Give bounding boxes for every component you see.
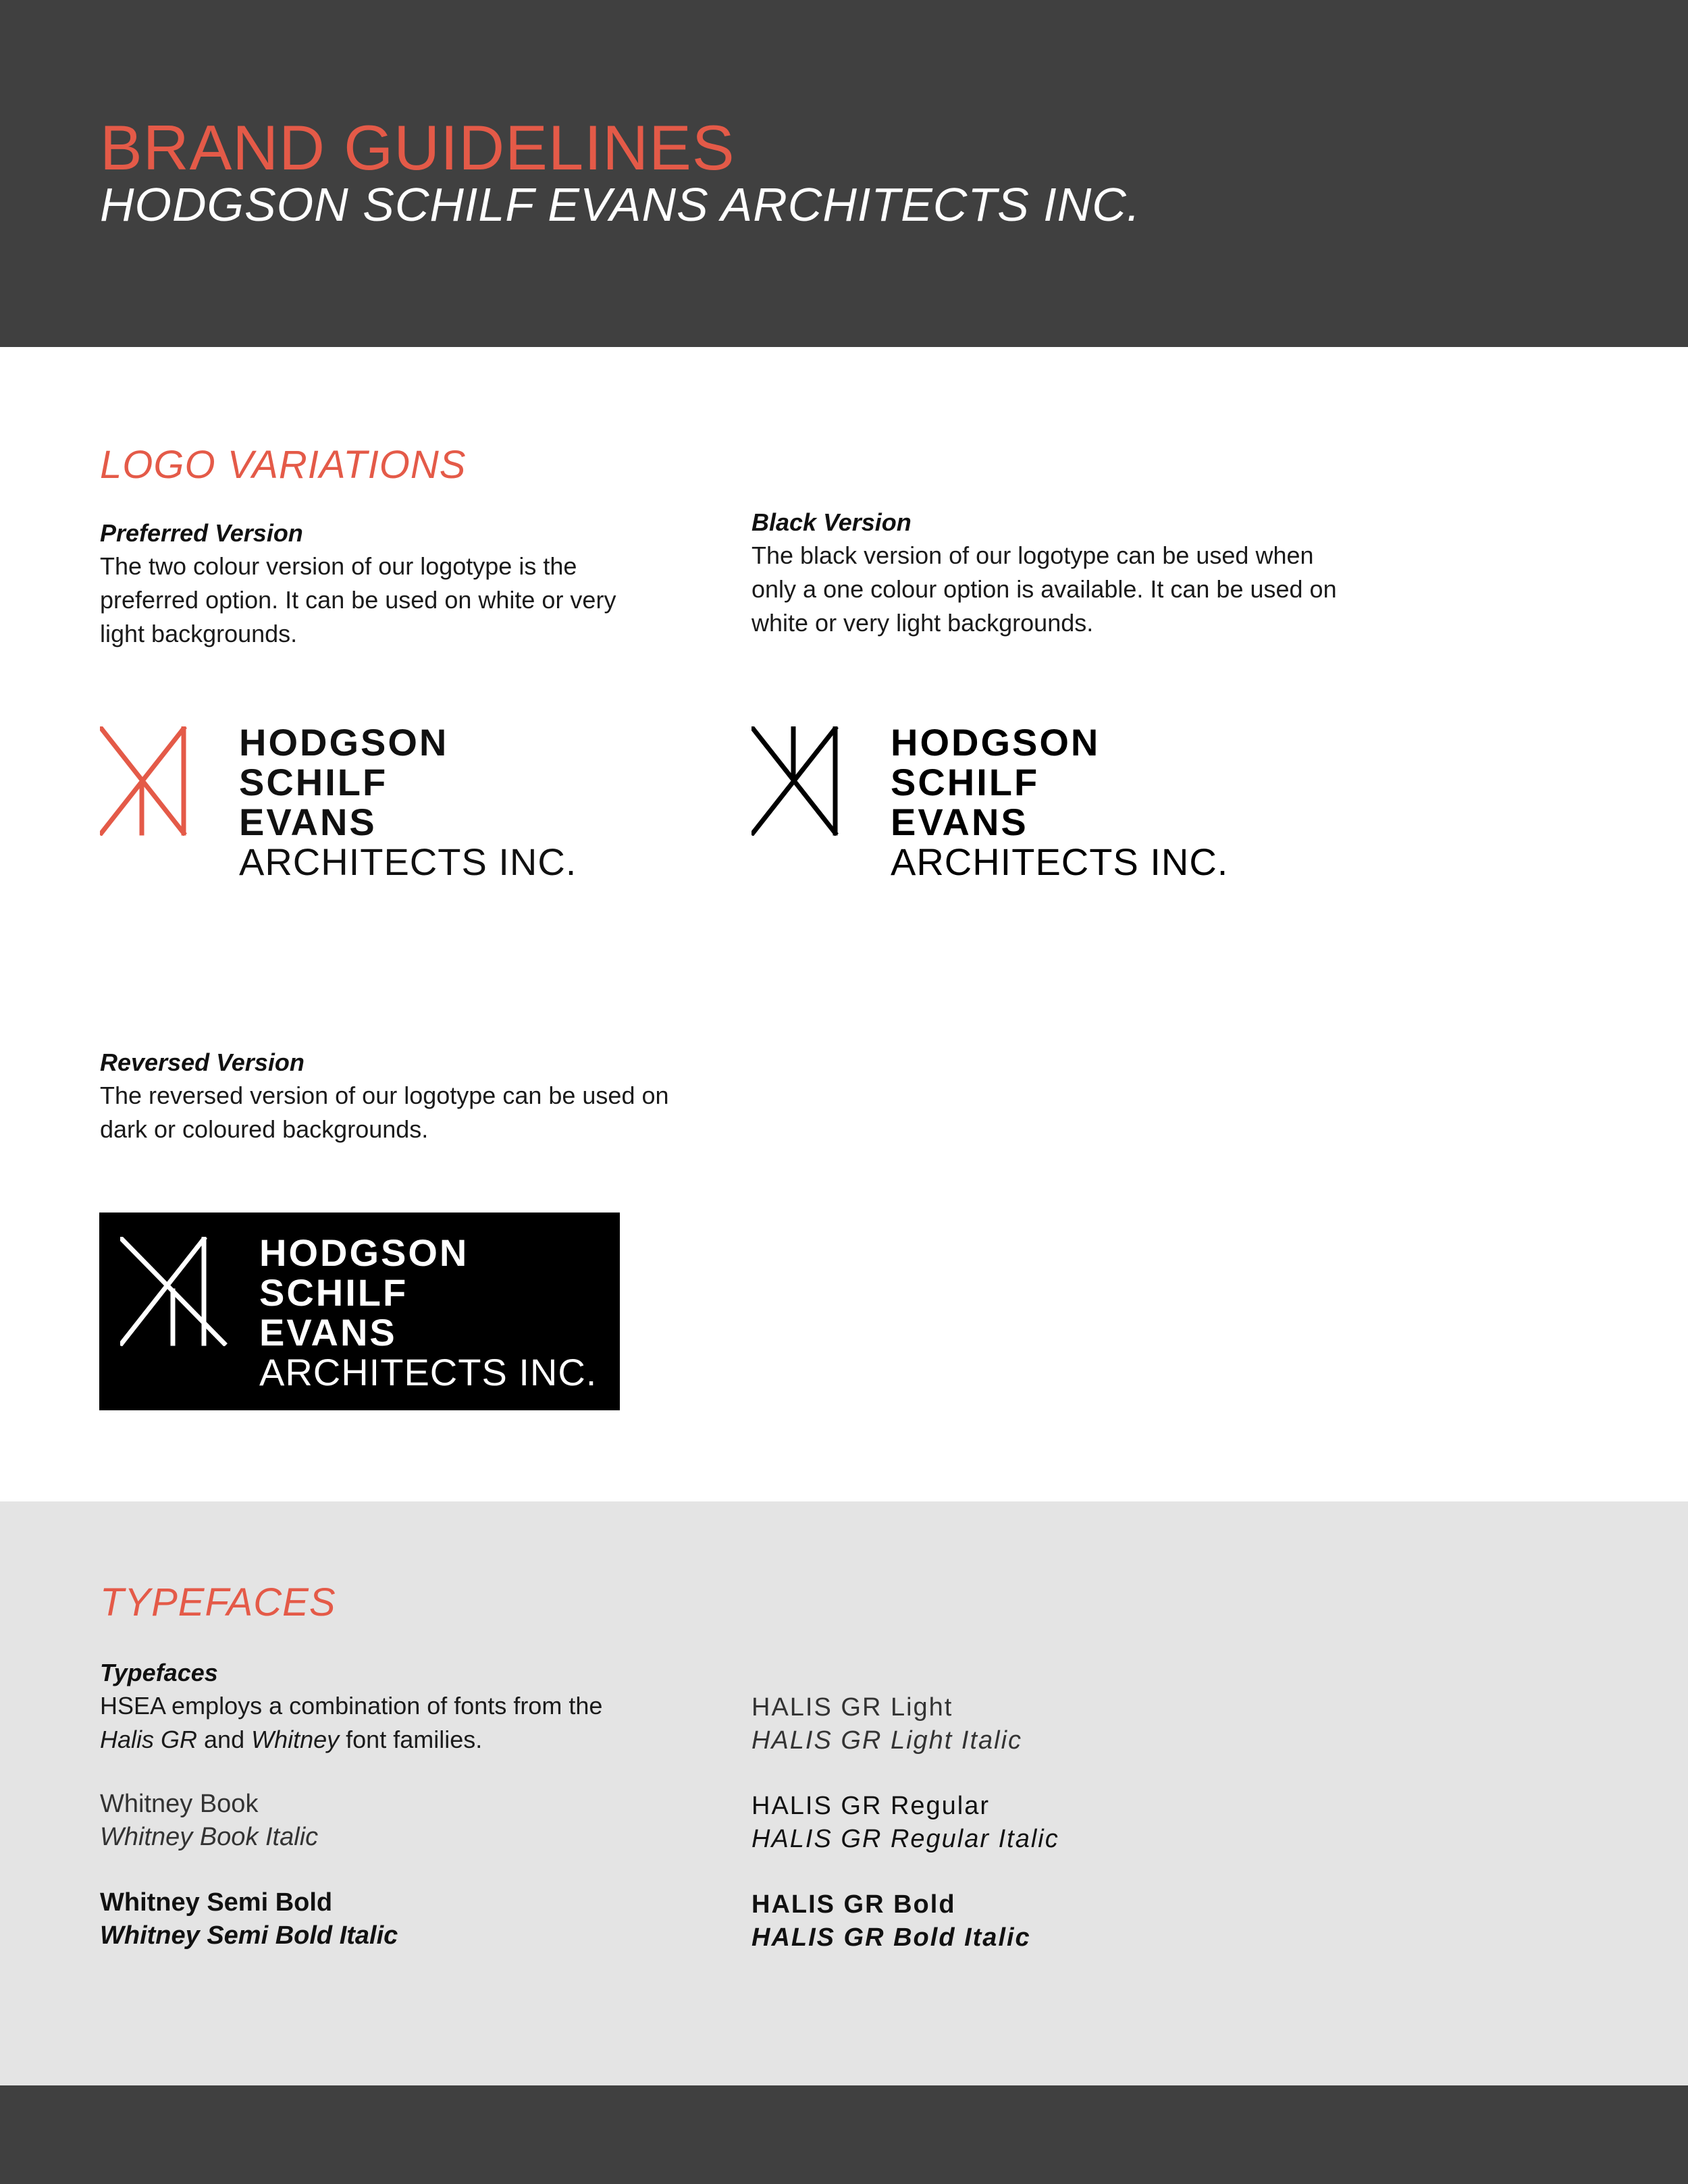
- preferred-version-line-3: light backgrounds.: [100, 620, 298, 647]
- logo-word-hodgson: HODGSON: [239, 721, 449, 764]
- black-version-block: [751, 506, 1413, 640]
- preferred-version-heading: Preferred Version: [100, 519, 303, 547]
- and-text: and: [197, 1726, 252, 1753]
- page-subtitle: HODGSON SCHILF EVANS ARCHITECTS INC.: [100, 178, 1141, 231]
- logo-word-architects: ARCHITECTS INC.: [259, 1351, 598, 1393]
- logo-word-hodgson: HODGSON: [891, 721, 1101, 764]
- logo-mark-icon: [120, 1237, 228, 1346]
- halis-regular-italic-sample: HALIS GR Regular Italic: [751, 1825, 1059, 1853]
- halis-light-italic-sample: HALIS GR Light Italic: [751, 1726, 1023, 1755]
- typefaces-heading: Typefaces: [100, 1659, 218, 1686]
- halis-bold-sample: HALIS GR Bold: [751, 1890, 956, 1919]
- black-version-line-1: The black version of our logotype can be used when: [751, 541, 1314, 569]
- logo-word-hodgson: HODGSON: [259, 1231, 469, 1274]
- preferred-version-block: [100, 517, 708, 651]
- whitney-name: Whitney: [251, 1726, 340, 1753]
- whitney-semibold-italic-sample: Whitney Semi Bold Italic: [100, 1921, 398, 1950]
- reversed-version-heading: Reversed Version: [100, 1048, 305, 1076]
- halis-gr-name: Halis GR: [100, 1726, 198, 1753]
- preferred-version-line-1: The two colour version of our logotype is the: [100, 552, 577, 580]
- reversed-version-line-2: dark or coloured backgrounds.: [100, 1115, 429, 1143]
- logo-word-architects: ARCHITECTS INC.: [239, 841, 577, 883]
- preferred-version-line-2: preferred option. It can be used on white or very: [100, 586, 616, 614]
- halis-samples: [751, 1691, 1059, 1954]
- page-title: BRAND GUIDELINES: [100, 112, 735, 183]
- logo-variations-title: LOGO VARIATIONS: [100, 443, 467, 487]
- halis-regular-sample: HALIS GR Regular: [751, 1792, 991, 1820]
- logo-word-schilf: SCHILF: [891, 761, 1040, 803]
- halis-light-sample: HALIS GR Light: [751, 1693, 953, 1722]
- logo-mark-icon: [100, 726, 208, 836]
- black-version-line-3: white or very light backgrounds.: [751, 609, 1094, 637]
- whitney-semibold-sample: Whitney Semi Bold: [100, 1888, 333, 1917]
- typefaces-intro-block: [100, 1657, 748, 1757]
- font-families-text: font families.: [339, 1726, 483, 1753]
- typefaces-title: TYPEFACES: [100, 1580, 336, 1624]
- typefaces-intro-line-2: [100, 1723, 748, 1757]
- black-version-heading: Black Version: [751, 508, 912, 536]
- reversed-version-block: [100, 1046, 748, 1146]
- logo-word-evans: EVANS: [239, 801, 377, 843]
- black-version-line-2: only a one colour option is available. It can be used on: [751, 575, 1337, 603]
- logo-word-schilf: SCHILF: [239, 761, 388, 803]
- typefaces-intro-line-1: HSEA employs a combination of fonts from the: [100, 1692, 603, 1720]
- reversed-version-line-1: The reversed version of our logotype can be used on: [100, 1082, 669, 1109]
- halis-bold-italic-sample: HALIS GR Bold Italic: [751, 1923, 1031, 1952]
- footer-band: [0, 2085, 1688, 2184]
- logo-word-evans: EVANS: [259, 1311, 397, 1354]
- whitney-book-sample: Whitney Book: [100, 1790, 259, 1818]
- logo-word-evans: EVANS: [891, 801, 1028, 843]
- whitney-samples: [100, 1788, 398, 1952]
- logo-mark-icon: [751, 726, 860, 836]
- logo-word-architects: ARCHITECTS INC.: [891, 841, 1229, 883]
- logo-word-schilf: SCHILF: [259, 1271, 408, 1314]
- whitney-book-italic-sample: Whitney Book Italic: [100, 1823, 319, 1851]
